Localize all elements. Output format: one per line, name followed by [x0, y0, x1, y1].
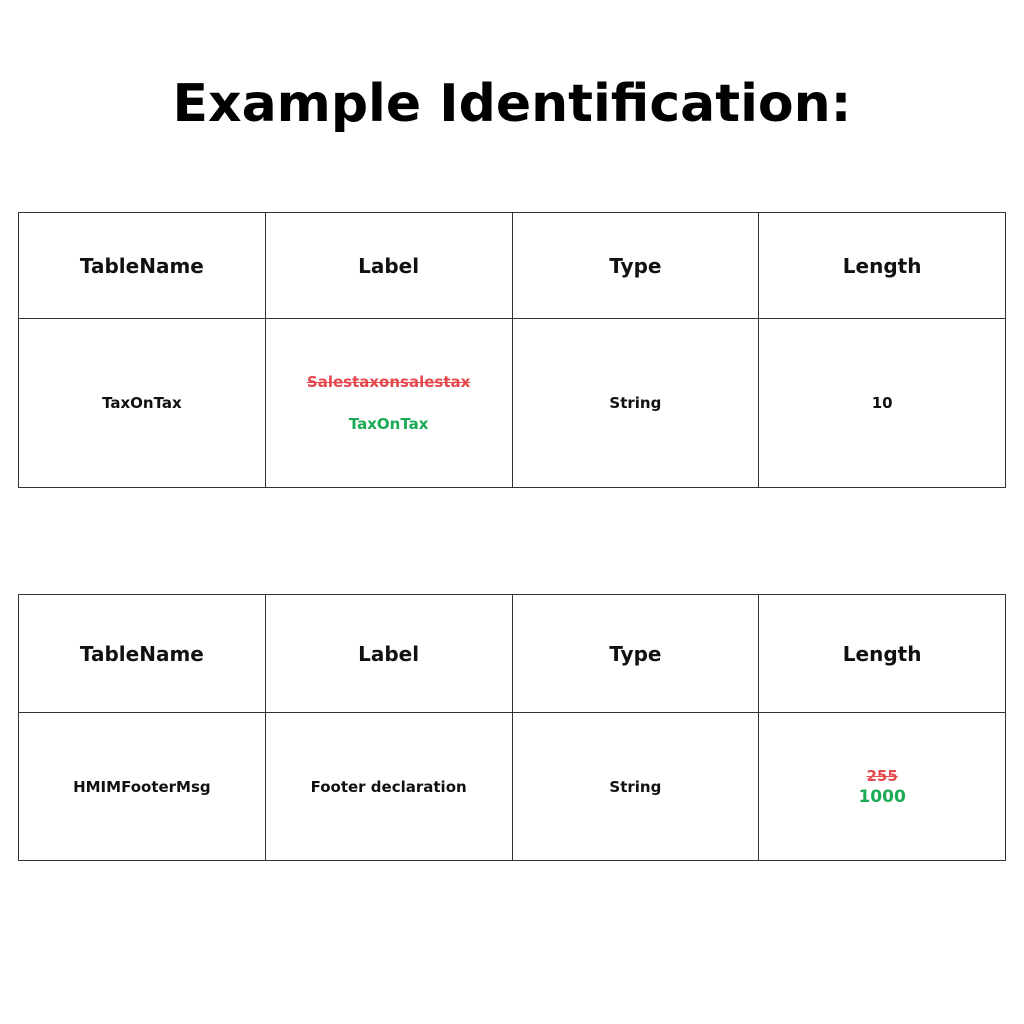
column-header-label: Label — [265, 213, 512, 319]
header-row — [19, 213, 1006, 319]
column-header-length: Length — [759, 213, 1006, 319]
cell-type: String — [512, 713, 759, 861]
cell-type: String — [512, 319, 759, 488]
column-header-type: Type — [512, 213, 759, 319]
new-length-corrected: 1000 — [858, 786, 906, 807]
old-label-struck: Salestaxonsalestax — [306, 373, 471, 391]
new-label-corrected: TaxOnTax — [348, 415, 429, 433]
cell-label: Footer declaration — [265, 713, 512, 861]
column-header-tablename: TableName — [19, 213, 266, 319]
column-header-label: Label — [265, 595, 512, 713]
column-header-length: Length — [759, 595, 1006, 713]
page-title: Example Identification: — [172, 74, 852, 134]
header-row — [19, 595, 1006, 713]
cell-length: 10 — [759, 319, 1006, 488]
column-header-tablename: TableName — [19, 595, 266, 713]
column-header-type: Type — [512, 595, 759, 713]
cell-label — [265, 319, 512, 488]
identification-table-2 — [18, 594, 1006, 861]
cell-tablename: HMIMFooterMsg — [19, 713, 266, 861]
table-row — [19, 319, 1006, 488]
table-row — [19, 713, 1006, 861]
identification-table-1 — [18, 212, 1006, 488]
cell-length — [759, 713, 1006, 861]
cell-tablename: TaxOnTax — [19, 319, 266, 488]
old-length-struck: 255 — [866, 766, 898, 785]
